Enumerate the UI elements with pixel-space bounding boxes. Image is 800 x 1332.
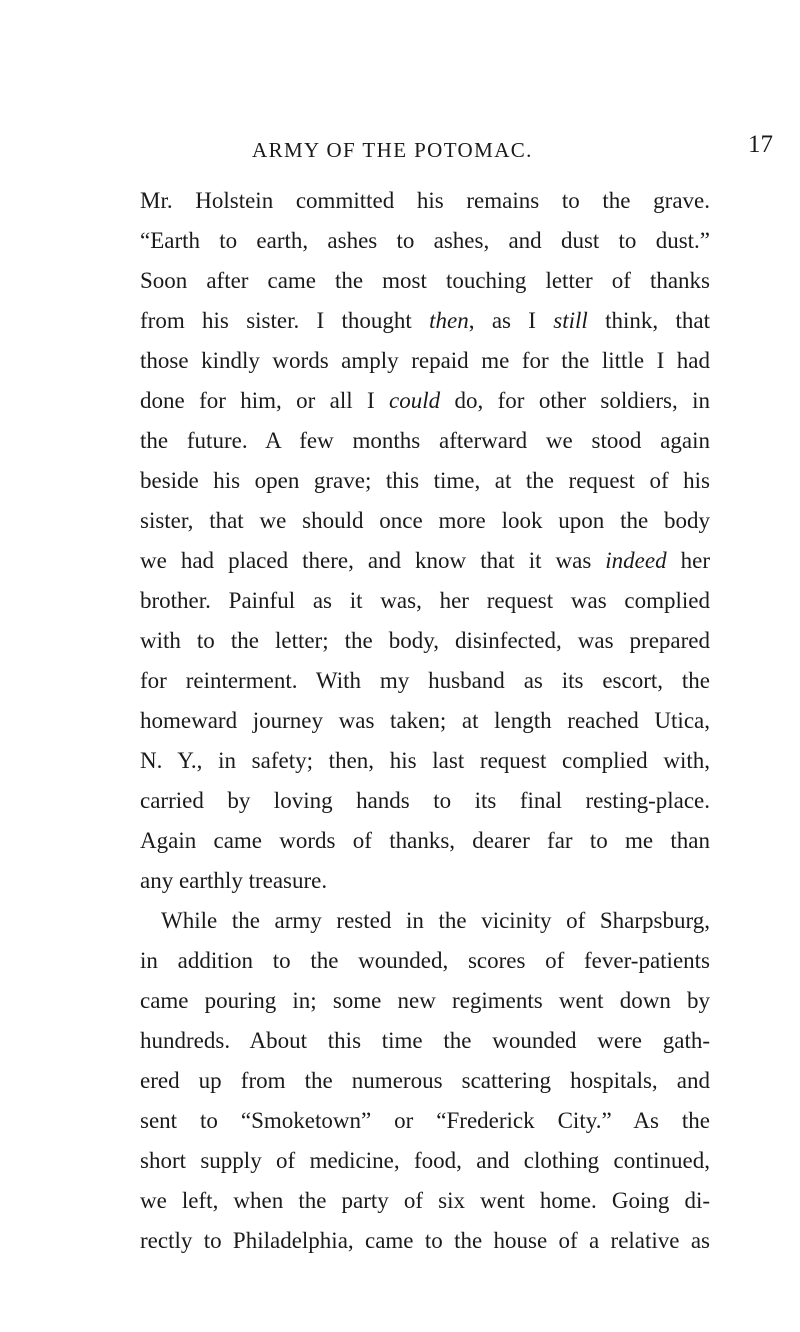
text-line: Soon after came the most touching letter of thanks <box>140 268 710 293</box>
text-line: While the army rested in the vicinity of Sharpsburg, <box>161 908 710 933</box>
text-line: Mr. Holstein committed his remains to the grave. <box>140 188 710 213</box>
text-line: for reinterment. With my husband as its escort, the <box>140 668 710 693</box>
body-text <box>140 181 710 1261</box>
text-line: short supply of medicine, food, and clothing continued, <box>140 1148 710 1173</box>
text-line: ered up from the numerous scattering hospitals, and <box>140 1068 710 1093</box>
text-line: carried by loving hands to its final resting-place. <box>140 788 710 813</box>
italic-word: indeed <box>605 548 667 573</box>
text-line: homeward journey was taken; at length reached Utica, <box>140 708 710 733</box>
text-line: hundreds. About this time the wounded were gath- <box>140 1028 710 1053</box>
text-line: brother. Painful as it was, her request was complied <box>140 588 710 613</box>
italic-word: could <box>389 388 441 413</box>
text-line: in addition to the wounded, scores of fever-patients <box>140 948 710 973</box>
text-line: rectly to Philadelphia, came to the house of a relative as <box>140 1228 710 1253</box>
italic-word: still <box>553 308 588 333</box>
text-line: any earthly treasure. <box>140 868 328 893</box>
page-number: 17 <box>748 131 773 158</box>
text-line: “Earth to earth, ashes to ashes, and dust to dust.” <box>140 228 710 253</box>
text-line: sent to “Smoketown” or “Frederick City.” As the <box>140 1108 710 1133</box>
text-line: we left, when the party of six went home. Going di- <box>140 1188 710 1213</box>
text-line: beside his open grave; this time, at the request of his <box>140 468 710 493</box>
text-line: Again came words of thanks, dearer far to me than <box>140 828 710 853</box>
text-line: N. Y., in safety; then, his last request complied with, <box>140 748 710 773</box>
italic-word: then <box>429 308 469 333</box>
text-line: sister, that we should once more look upon the body <box>140 508 710 533</box>
running-head: ARMY OF THE POTOMAC. <box>252 138 533 162</box>
text-line: those kindly words amply repaid me for the little I had <box>140 348 710 373</box>
text-line: from his sister. I thought then, as I still think, that <box>140 308 710 333</box>
text-line: came pouring in; some new regiments went down by <box>140 988 710 1013</box>
text-line: done for him, or all I could do, for other soldiers, in <box>140 388 710 413</box>
text-line: with to the letter; the body, disinfected, was prepared <box>140 628 710 653</box>
text-line: the future. A few months afterward we stood again <box>140 428 710 453</box>
text-line: we had placed there, and know that it was indeed her <box>140 548 710 573</box>
